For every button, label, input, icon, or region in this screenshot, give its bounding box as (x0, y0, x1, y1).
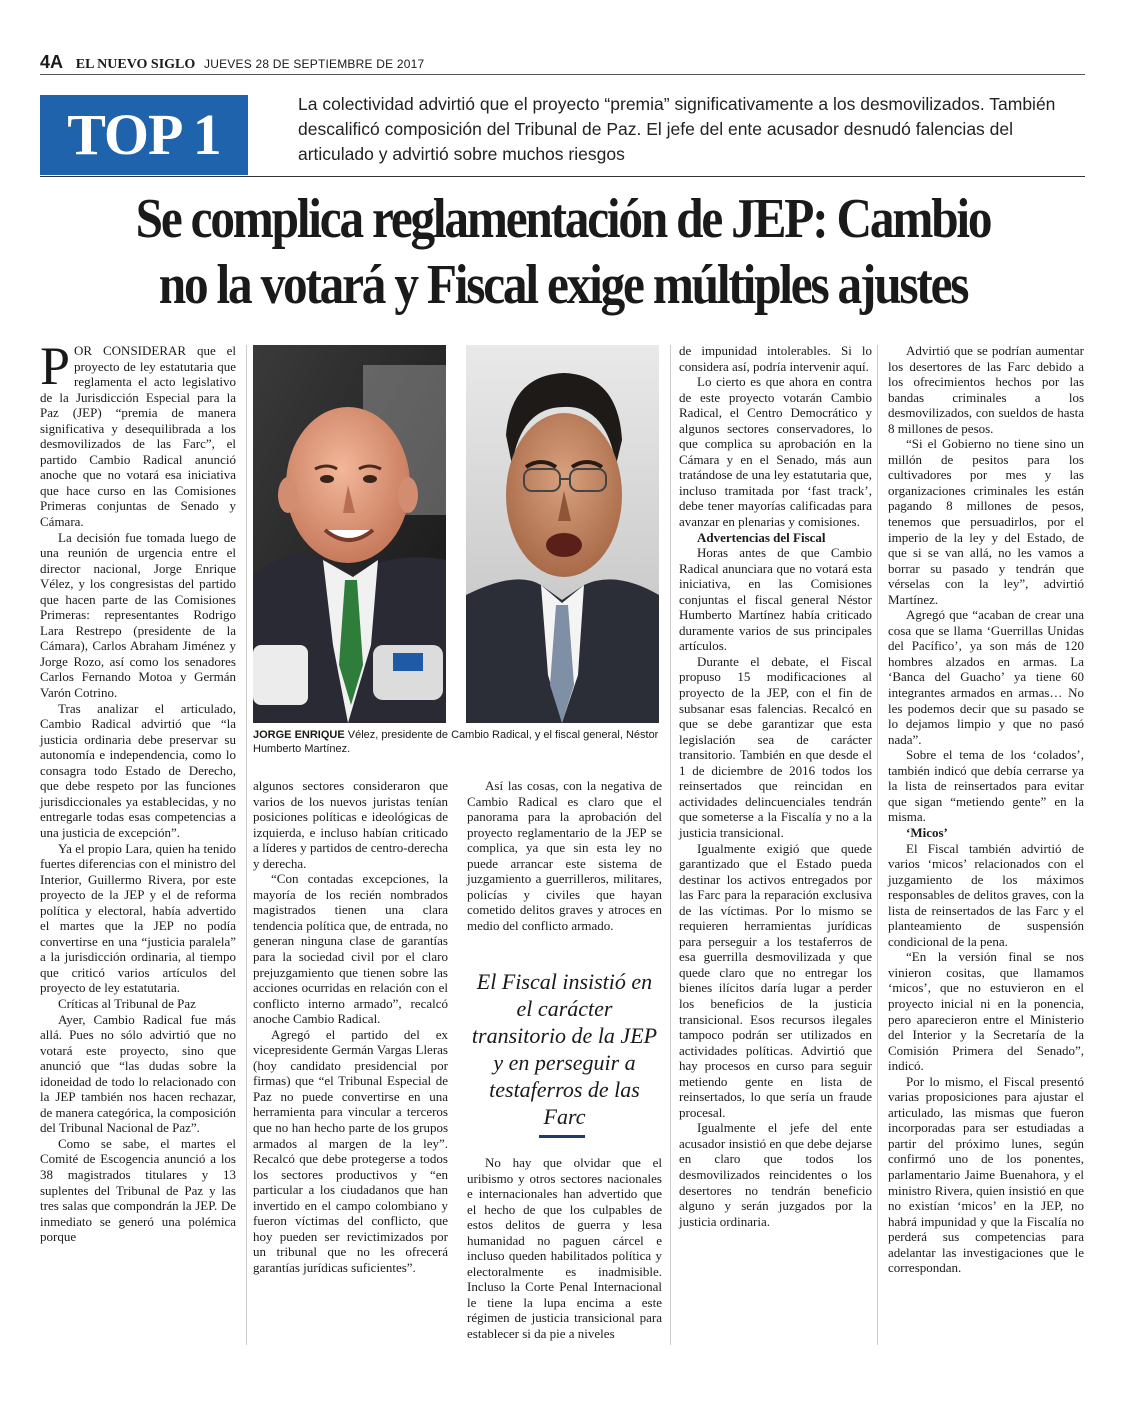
paragraph: Agregó el partido del ex vicepresidente Germán Vargas Lleras (hoy candidato presidencial por firmas) que “el Tribunal Especial de Paz no puede convertirse en una herramienta para vincular a terceros que no han hecho parte de los grupos armados al margen de la ley”. Recalcó que debe protegerse a todos los sectores productivos y “en particular a los ciudadanos que han invertido en el campo colombiano y fueron víctimas del conflicto, que hoy pueden ser revictimizados por un tribunal que no les ofrecerá garantías jurídicas suficientes”. (253, 1026, 448, 1275)
column-divider (246, 345, 247, 1345)
photo-jorge-enrique-velez (253, 345, 446, 723)
paragraph: No hay que olvidar que el uribismo y otros sectores nacionales e internacionales han advertido que el hecho de que los culpables de estos delitos de guerra y lesa humanidad no paguen cárcel e incluso queden habilitados política y electoralmente es inadmisible. Incluso la Corte Penal Internacional le tiene la lupa encima a este régimen de justicia transicional para establecer si da pie a niveles (467, 1155, 662, 1342)
drop-cap: P (40, 336, 71, 396)
lead-text: que el proyecto de ley estatutaria que reglamenta el acto legislativo de la Jurisdicción Especial para la Paz (JEP) “premia de manera significativa y desequilibrada a los desmovilizados de las Farc”, el partido Cambio Radical anunció anoche que no votará esa iniciativa que hace curso en las Comisiones Primeras conjuntas de Senado y Cámara. (40, 343, 236, 530)
paragraph: “En la versión final se nos vinieron cositas, que llamamos ‘micos’, que no estuvieron en el proyecto inicial ni en la ponencia, pero aparecieron entre el Ministerio del Interior y la Secretaría de la Comisión Primera del Senado”, indicó. (888, 949, 1084, 1074)
pull-quote: El Fiscal insistió en el carácter transitorio de la JEP y en perseguir a testaferros de las Farc (471, 969, 658, 1129)
paragraph: Igualmente exigió que quede garantizado que el Estado pueda destinar los activos entregados por las Farc para la reparación exclusiva de las víctimas. Por lo mismo se requieren herramientas jurídicas para perseguir a los testaferros de esa guerrilla desmovilizada y que quede claro que no entregar los bienes ilícitos daría lugar a perder los beneficios de la justicia transicional. Esos recursos ilegales tampoco podrán ser utilizados en actividades políticas. Advirtió que hay procesos en curso para seguir metiendo gente en lista de reinsertados, lo que sería un fraude procesal. (679, 840, 872, 1120)
paragraph: Lo cierto es que ahora en contra de este proyecto votarán Cambio Radical, el Centro Democrático y algunos sectores conservadores, lo que complica su aprobación en la Cámara y en el Senado, más aun tratándose de una ley estatutaria que, incluso tramitada por ‘fast track’, debe tener mayorías calificadas para avanzar en plenarias y comisiones. (679, 374, 872, 530)
paragraph: Igualmente el jefe del ente acusador insistió en que debe dejarse en claro que todos los desmovilizados reincidentes o los desertores no tendrán beneficio alguno y serán juzgados por la justicia ordinaria. (679, 1120, 872, 1229)
article-column-1 (40, 336, 237, 1245)
kicker-text: La colectividad advirtió que el proyecto “premia” significativamente a los desmovilizados. También descalificó composición del Tribunal de Paz. El jefe del ente acusador desnudó falencias del articulado y advirtió sobre muchos riesgos (298, 94, 1056, 164)
paragraph: “Si el Gobierno no tiene sino un millón de pesitos para los cultivadores por mes y las organizaciones criminales les están pagando 8 millones de pesos, tenemos que persuadirlos, por el imperio de la ley y del Estado, de que si se van allá, no les vamos a borrar su pasado y tendrán que vérselas con la ley”, advirtió Martínez. (888, 436, 1084, 607)
headline-line-2: no la votará y Fiscal exige múltiples ajustes (158, 254, 968, 316)
headline-line-1: Se complica reglamentación de JEP: Cambio (135, 188, 991, 250)
portrait-illustration (253, 345, 446, 723)
article-column-2 (253, 778, 448, 1276)
paragraph: Por lo mismo, el Fiscal presentó varias proposiciones para ajustar el articulado, las mismas que fueron incorporadas para ser estudiadas a partir del próximo lunes, según confirmó uno de los ponentes, parlamentario Jaime Buenahora, y el ministro Rivera, quien insistió en que no existían ‘micos’ en la JEP, no habrá impunidad y que la Fiscalía no perderá sus competencias para adelantar las investigaciones que le correspondan. (888, 1073, 1084, 1276)
caption-name: JORGE ENRIQUE (253, 729, 345, 741)
photo-nestor-humberto-martinez (466, 345, 659, 723)
paragraph: Así las cosas, con la negativa de Cambio Radical es claro que el panorama para la aprobación del proyecto reglamentario de la JEP se complica, ya que sin esta ley no puede arrancar este sistema de juzgamiento a guerrilleros, militares, policías y civiles que hayan cometido delitos graves y atroces en medio del conflicto armado. (467, 778, 662, 933)
lead-paragraph (40, 336, 236, 530)
paragraph: El Fiscal también advirtió de varios ‘micos’ relacionados con el juzgamiento de los máximos responsables de delitos graves, con la lista de reinsertados de las Farc y el planteamiento de suspensión condicional de la pena. (888, 840, 1084, 949)
subheading-micos: ‘Micos’ (906, 824, 948, 840)
kicker-rule (40, 176, 1085, 177)
paragraph: Agregó que “acaban de crear una cosa que se llama ‘Guerrillas Unidas del Pacífico’, ya son más de 120 hombres alzados en armas. La ‘Banca del Guacho’ ya tiene 60 integrantes armados en armas… No les podemos decir que su pasado se lo dejamos limpio y que no pasó nada”. (888, 607, 1084, 747)
caption-text: Vélez, presidente de Cambio Radical, y el fiscal general, Néstor Humberto Martínez. (253, 729, 659, 755)
paragraph: Horas antes de que Cambio Radical anunciara que no votará esta iniciativa, en las Comisiones conjuntas el fiscal general Néstor Humberto Martínez había criticado duramente varios de sus principales artículos. (679, 545, 872, 654)
section-label-box (40, 95, 248, 175)
paragraph: “Con contadas excepciones, la mayoría de los recién nombrados magistrados tienen una clara tendencia política que, de entrada, no generan ninguna clase de garantías para la sociedad civil por el claro prejuzgamiento que tienen sobre las acciones ocurridas en relación con el conflicto interno armado”, recalcó anoche Cambio Radical. (253, 871, 448, 1027)
pull-quote-rule (539, 1135, 585, 1138)
paragraph: Advirtió que se podrían aumentar los desertores de las Farc debido a los ofrecimientos hechos por las bandas criminales a los desmovilizados, con sueldos de hasta 8 millones de pesos. (888, 343, 1084, 436)
lead-caps: OR CONSIDERAR (74, 343, 187, 358)
paragraph: Sobre el tema de los ‘colados’, también indicó que debía cerrarse ya la lista de reinsertados para evitar que sigan “metiendo gente” en la misma. (888, 747, 1084, 825)
portrait-illustration (466, 345, 659, 723)
issue-date: JUEVES 28 DE SEPTIEMBRE DE 2017 (204, 57, 425, 71)
paragraph: Como se sabe, el martes el Comité de Escogencia anunció a los 38 magistrados titulares y 13 suplentes del Tribunal de Paz y las tres salas que compondrán la JEP. De inmediato se generó una polémica porque (40, 1135, 236, 1245)
paragraph: Tras analizar el articulado, Cambio Radical advirtió que “la justicia ordinaria debe preservar su autonomía e independencia, como lo consagra todo Estado de Derecho, que debe respeto por las funciones jurisdiccionales ya establecidas, y no entregarle todas esas competencias a una justicia de excepción”. (40, 700, 236, 840)
headline (92, 186, 1034, 318)
top-rule (40, 74, 1085, 75)
column-divider (877, 345, 878, 1345)
paragraph: Ya el propio Lara, quien ha tenido fuertes diferencias con el ministro del Interior, Guillermo Rivera, por este proyecto de la JEP y el de reforma política y electoral, había advertido el martes que la JEP no podía convertirse en una “justicia paralela” a la jurisdicción ordinaria, al tiempo que criticó varios artículos del proyecto de ley estatutaria. (40, 840, 237, 996)
subheading-advertencias: Advertencias del Fiscal (697, 529, 826, 545)
article-column-5 (888, 343, 1084, 1276)
page-number: 4A (40, 52, 64, 72)
article-column-4 (679, 343, 872, 1229)
paragraph: Ayer, Cambio Radical fue más allá. Pues no sólo advirtió que no votará este proyecto, sino que anunció que “las dudas sobre la idoneidad de todo lo relacionado con la JEP también nos hacen rechazar, de manera categórica, la composición del Tribunal Nacional de Paz”. (40, 1011, 236, 1136)
column-divider (670, 345, 671, 1345)
newspaper-name: EL NUEVO SIGLO (75, 57, 196, 72)
article-column-3 (467, 778, 662, 933)
photo-caption (253, 728, 663, 756)
paragraph: de impunidad intolerables. Si lo considera así, podría intervenir aquí. (679, 343, 872, 374)
section-label: TOP 1 (67, 102, 221, 167)
paragraph: algunos sectores consideraron que varios de los nuevos juristas tenían posiciones políticas e ideológicas de izquierda, e incluso habían criticado a líderes y partidos de centro-derecha y derecha. (253, 778, 448, 871)
folio (40, 52, 424, 73)
paragraph: Durante el debate, el Fiscal propuso 15 modificaciones al proyecto de la JEP, con el fin de subsanar esas falencias. Recalcó en que se debe garantizar que esta legislación sea de carácter transitorio. También en que desde el 1 de diciembre de 2016 todos los reinsertados que reincidan en actividades delincuenciales tendrán que someterse a la Fiscalía y no a la justicia transicional. (679, 653, 872, 840)
inline-subhead: Críticas al Tribunal de Paz (58, 995, 196, 1011)
paragraph: La decisión fue tomada luego de una reunión de urgencia entre el director nacional, Jorge Enrique Vélez, y los congresistas del partido que hacen parte de las Comisiones Primeras: representantes Rodrigo Lara Restrepo (presidente de la Cámara), Carlos Abraham Jiménez y Jorge Rozo, así como los senadores Carlos Fernando Motoa y Germán Varón Cotrino. (40, 529, 236, 701)
article-column-3-continued (467, 1155, 662, 1342)
